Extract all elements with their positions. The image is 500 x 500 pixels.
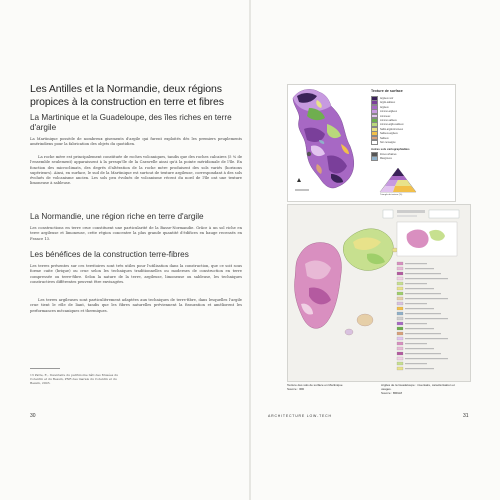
- legend-item: [371, 96, 393, 100]
- legend-item: [371, 105, 389, 109]
- caption-title: Texture des sols de surface en Martinique: [287, 383, 343, 387]
- legend-text-line: [405, 318, 448, 319]
- texture-triangle: [378, 166, 418, 194]
- legend-swatch: [397, 347, 403, 350]
- legend-subtitle: Autres sols cartographiables: [371, 147, 410, 151]
- legend-swatch: [371, 140, 378, 145]
- section-heading-antilles: La Martinique et la Guadeloupe, des îles riches en terre d'argile: [30, 113, 232, 132]
- page-number-left: 30: [30, 413, 36, 419]
- legend-swatch: [397, 277, 403, 280]
- legend-text-line: [405, 263, 427, 264]
- section-heading-benefices: Les bénéfices de la construction terre-fibres: [30, 250, 189, 259]
- legend-swatch: [397, 292, 403, 295]
- legend-text-line: [405, 293, 441, 294]
- legend-text-line: [405, 348, 434, 349]
- footnote-rule: [30, 368, 60, 369]
- legend-swatch: [397, 312, 403, 315]
- legend-label: Sableux: [380, 136, 389, 140]
- legend-swatch: [397, 332, 403, 335]
- legend-item: [371, 100, 395, 104]
- legend-label: Sableux-argileux: [380, 132, 398, 136]
- caption-source: Source : IRD: [287, 387, 305, 391]
- legend-swatch: [397, 362, 403, 365]
- legend-text-line: [405, 353, 441, 354]
- legend-label: Limono-argilo-sableux: [380, 123, 404, 127]
- paragraph: Les terres présentes sur ces territoires sont très utiles pour l'utilisation dans la construction, que ce soit sous forme cuite (brique) ou crue selon les techniques traditionnelles ou modernes de construction en terre compressée ou terre-fibre. Selon la nature de la terre, argileuse, limoneuse ou sableuse, les techniques constructives différentes peuvent être envisagées.: [30, 264, 242, 284]
- legend-swatch: [397, 272, 403, 275]
- legend-text-line: [405, 288, 434, 289]
- paragraph: La roche mère est principalement constituée de roches volcaniques, tandis que des roches calcaires (5 % de l'ensemble seulement) apparaissent à la presqu'île de la Caravelle ainsi qu'à la pointe méridionale de l'île. En fonction des microclimats, des degrés d'altération de la roche mère produisent des sols variés (horizons supérieurs). Ainsi, en surface, le sud de la Martinique est surtout de texture argileuse, correspondant à des sols évolués de volcanisme ancien. Les sols peu évolués de volcanisme récent du nord de l'île ont une texture limoneuse à sableuse.: [30, 155, 242, 186]
- figure-caption-guadeloupe: [381, 383, 461, 395]
- legend-text-line: [405, 303, 427, 304]
- legend-swatch: [397, 357, 403, 360]
- legend-text-line: [405, 268, 434, 269]
- figure-caption-martinique: [287, 383, 367, 391]
- legend-swatch: [397, 262, 403, 265]
- legend-item: [371, 136, 389, 140]
- legend-label: Argilo-sableux: [380, 101, 396, 105]
- legend-text-line: [405, 328, 434, 329]
- martinique-map: [287, 84, 377, 200]
- legend-label: Argileux noir: [380, 97, 394, 101]
- legend-text-line: [405, 368, 434, 369]
- legend-item: [371, 122, 404, 126]
- legend-text-line: [405, 338, 448, 339]
- legend-swatch: [397, 297, 403, 300]
- legend-text-line: [405, 278, 448, 279]
- paragraph: Les terres argileuses sont particulièrement adaptées aux techniques de terre-fibre, dans lesquelles l'argile crue tient le rôle de liant, tandis que les fibres naturelles préviennent la fissuration et améliorent les performances mécaniques et thermiques.: [30, 298, 242, 313]
- legend-label: Limono-sableux: [380, 119, 397, 123]
- paragraph: La Martinique possède de nombreux gisements d'argile qui furent exploités dès les premiers peuplements amérindiens pour la fabrication des objets du quotidien.: [30, 137, 242, 147]
- legend-item: [371, 118, 397, 122]
- legend-swatch: [397, 302, 403, 305]
- legend-label: Non renseigné: [380, 141, 396, 145]
- legend-swatch: [397, 282, 403, 285]
- legend-swatch: [397, 322, 403, 325]
- legend-text-line: [405, 313, 441, 314]
- legend-label: Limoneux: [380, 114, 391, 118]
- legend-swatch: [397, 342, 403, 345]
- caption-title: Argiles de la Guadeloupe : inventaire, caractérisation et usages.: [381, 383, 455, 391]
- triangle-label: Triangle de texture (%): [380, 194, 403, 196]
- legend-label: Argileux: [380, 105, 389, 109]
- legend-swatch: [397, 287, 403, 290]
- section-heading-normandie: La Normandie, une région riche en terre d'argile: [30, 212, 204, 221]
- page-number-right: 31: [463, 413, 469, 419]
- legend-text-line: [405, 308, 434, 309]
- legend-label: Limono-argileux: [380, 110, 398, 114]
- legend-text-line: [405, 358, 448, 359]
- legend-swatch: [397, 317, 403, 320]
- legend-text-line: [405, 333, 441, 334]
- legend-text-line: [405, 343, 427, 344]
- legend-text-line: [405, 298, 448, 299]
- legend-item: [371, 131, 398, 135]
- legend-swatch: [397, 307, 403, 310]
- legend-item: [371, 109, 397, 113]
- guadeloupe-map: [287, 204, 469, 380]
- legend-item: [371, 152, 396, 156]
- legend-swatch: [397, 337, 403, 340]
- legend-title: Texture de surface: [371, 89, 403, 93]
- legend-item: [371, 156, 392, 160]
- legend-swatch: [397, 267, 403, 270]
- legend-text-line: [405, 363, 427, 364]
- legend-label: Mangroves: [380, 157, 392, 161]
- footnote: 13 Patte, E., Inventaire du patrimoine bâti des Musées du Cotentin et du Bessin, PNR des marais du Cotentin et du Bessin, 2003.: [30, 373, 119, 385]
- caption-source: Source : BRGM: [381, 391, 403, 395]
- legend-swatch: [397, 327, 403, 330]
- legend-label: Zones urbaines: [380, 153, 397, 157]
- legend-item: [371, 114, 390, 118]
- legend-swatch: [397, 352, 403, 355]
- legend-text-line: [405, 283, 427, 284]
- legend-item: [371, 140, 396, 144]
- legend-text-line: [405, 323, 427, 324]
- chapter-title: Les Antilles et la Normandie, deux régions propices à la construction en terre et fibres: [30, 83, 224, 108]
- legend-swatch: [371, 156, 378, 161]
- legend-item: [371, 127, 403, 131]
- legend-text-line: [405, 273, 441, 274]
- legend-swatch: [397, 367, 403, 370]
- running-head: ARCHITECTURE LOW-TECH: [268, 414, 332, 418]
- legend-label: Sablo-argilo-limoneux: [380, 127, 404, 131]
- paragraph: Les constructions en terre crue constituent une particularité de la Basse-Normandie. Grâce à un sol riche en terre argileuse et limoneuse, cette région concentre la plus grande quantité d'édifices en bauge recensés en France 13.: [30, 226, 242, 241]
